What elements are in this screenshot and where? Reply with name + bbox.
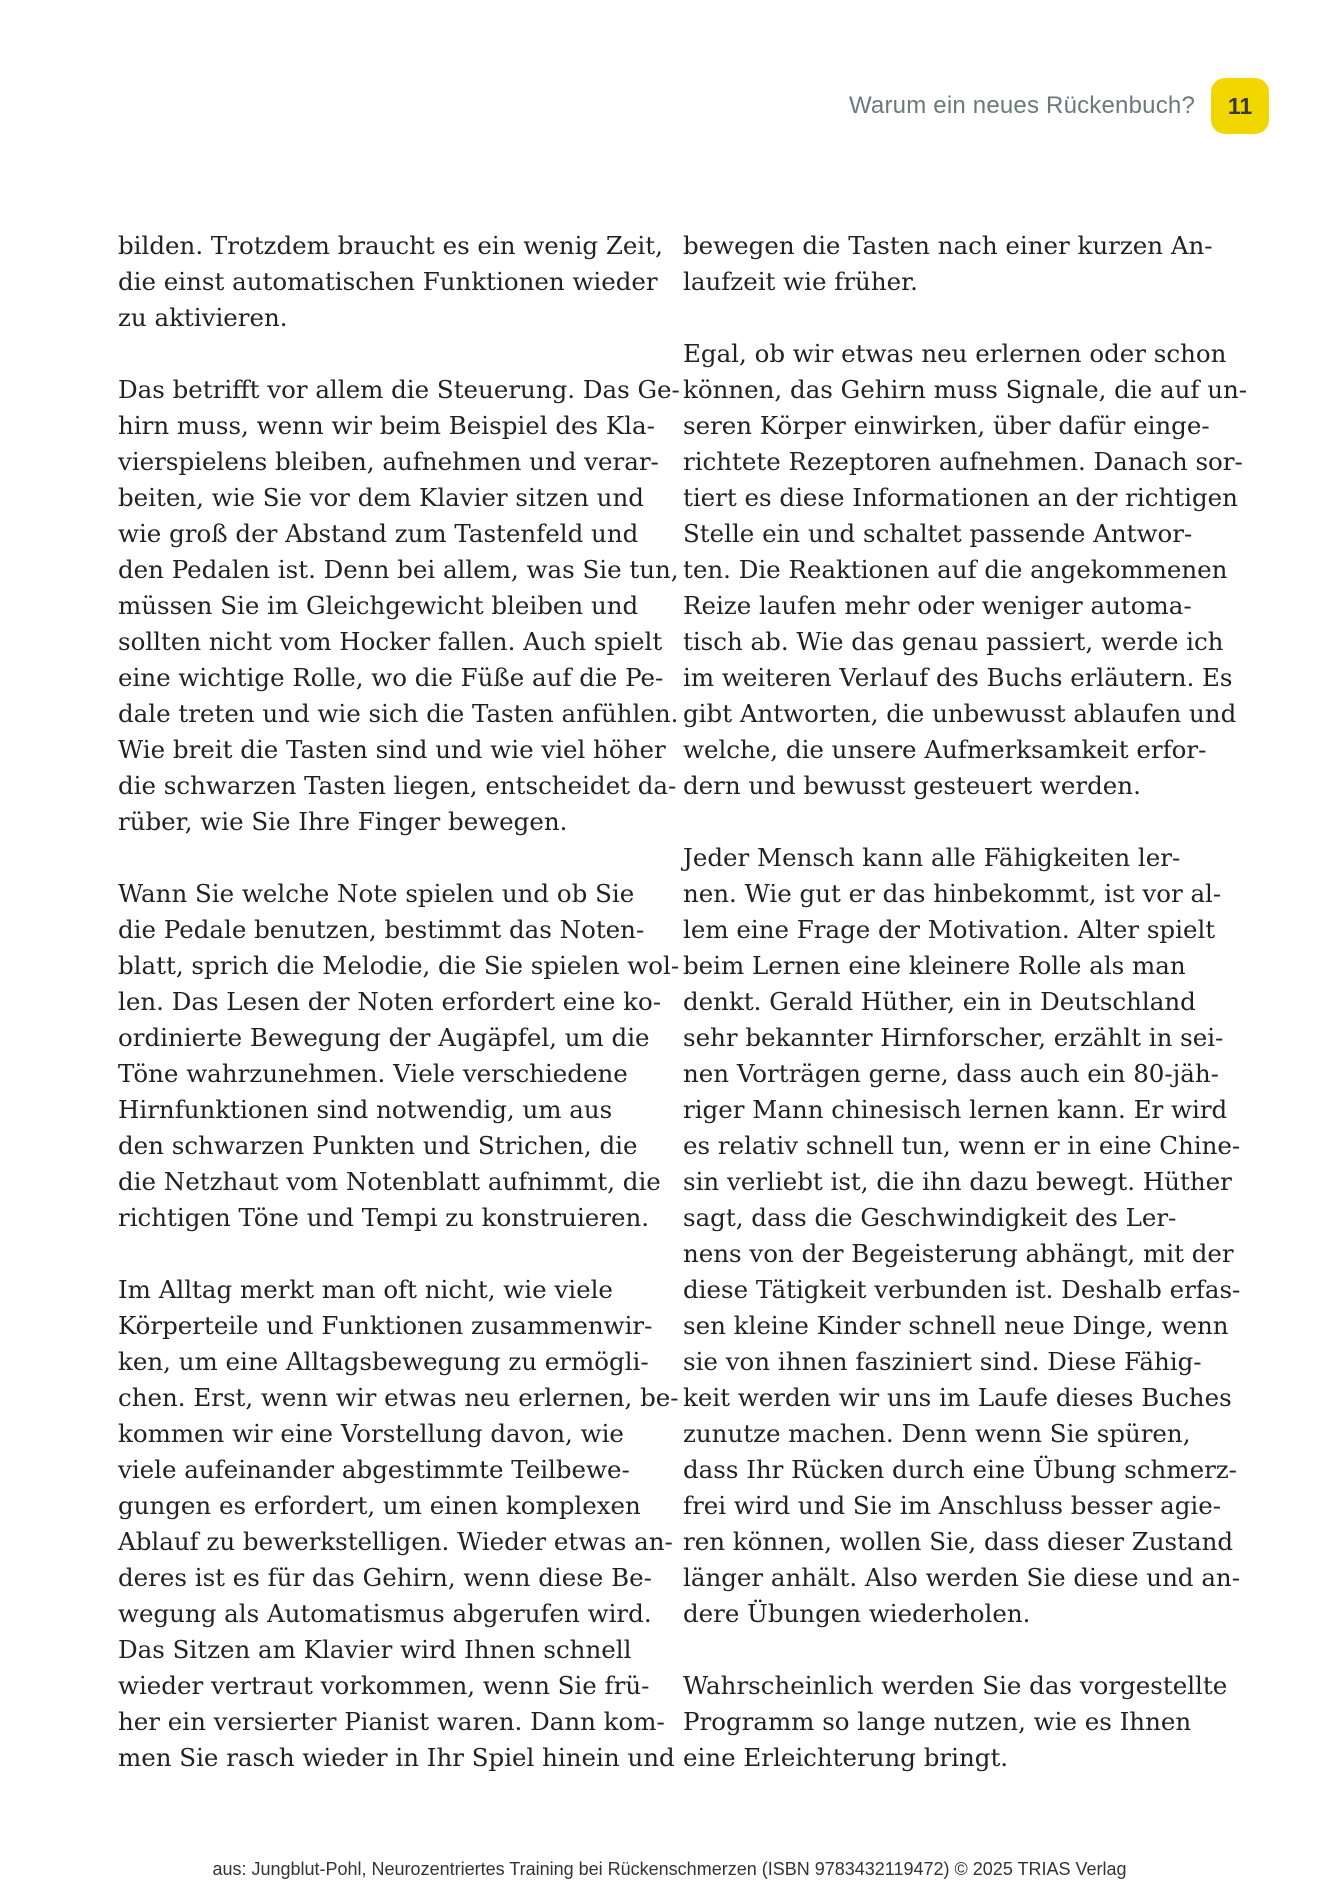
text-line: keit werden wir uns im Laufe dieses Buches (683, 1383, 1232, 1412)
text-line: gungen es erfordert, um einen komplexen (118, 1491, 641, 1520)
page-header (849, 78, 1269, 134)
text-line: riger Mann chinesisch lernen kann. Er wird (683, 1095, 1228, 1124)
text-line: wegung als Automatismus abgerufen wird. (118, 1599, 652, 1628)
paragraph (118, 372, 680, 840)
text-line: lem eine Frage der Motivation. Alter spielt (683, 915, 1216, 944)
text-line: beiten, wie Sie vor dem Klavier sitzen und (118, 483, 644, 512)
text-line: hirn muss, wenn wir beim Beispiel des Kla- (118, 411, 655, 440)
paragraph (683, 336, 1248, 804)
text-line: Körperteile und Funktionen zusammenwir- (118, 1311, 653, 1340)
paragraph (118, 876, 680, 1236)
text-line: nens von der Begeisterung abhängt, mit der (683, 1239, 1234, 1268)
text-line: es relativ schnell tun, wenn er in eine Chine- (683, 1131, 1241, 1160)
text-line: nen. Wie gut er das hinbekommt, ist vor al- (683, 879, 1222, 908)
source-footer: aus: Jungblut-Pohl, Neurozentriertes Training bei Rückenschmerzen (ISBN 9783432119472) © 2025 TRIAS Verlag (212, 1859, 1127, 1879)
text-line: Reize laufen mehr oder weniger automa- (683, 591, 1192, 620)
text-line: beim Lernen eine kleinere Rolle als man (683, 951, 1186, 980)
paragraph (683, 228, 1223, 300)
text-line: Jeder Mensch kann alle Fähigkeiten ler- (683, 843, 1181, 872)
text-line: denkt. Gerald Hüther, ein in Deutschland (683, 987, 1196, 1016)
text-line: dere Übungen wiederholen. (683, 1599, 1031, 1628)
text-line: ten. Die Reaktionen auf die angekommenen (683, 555, 1228, 584)
text-line: Hirnfunktionen sind notwendig, um aus (118, 1095, 613, 1124)
text-line: wie groß der Abstand zum Tastenfeld und (118, 519, 639, 548)
text-line: dale treten und wie sich die Tasten anfühlen. (118, 699, 679, 728)
text-line: richtete Rezeptoren aufnehmen. Danach sor- (683, 447, 1243, 476)
running-head: Warum ein neues Rückenbuch? (848, 92, 1195, 119)
text-line: Das betrifft vor allem die Steuerung. Das Ge- (118, 375, 680, 404)
text-line: sen kleine Kinder schnell neue Dinge, wenn (683, 1311, 1229, 1340)
text-line: rüber, wie Sie Ihre Finger bewegen. (118, 807, 568, 836)
text-line: kommen wir eine Vorstellung davon, wie (118, 1419, 624, 1448)
text-line: dern und bewusst gesteuert werden. (683, 771, 1141, 800)
text-line: länger anhält. Also werden Sie diese und an- (683, 1563, 1240, 1592)
text-line: Im Alltag merkt man oft nicht, wie viele (118, 1275, 613, 1304)
text-line: chen. Erst, wenn wir etwas neu erlernen, be- (118, 1383, 679, 1412)
paragraph (683, 840, 1241, 1632)
text-line: men Sie rasch wieder in Ihr Spiel hinein und (118, 1743, 675, 1772)
text-line: ren können, wollen Sie, dass dieser Zustand (683, 1527, 1234, 1556)
text-line: sehr bekannter Hirnforscher, erzählt in sei- (683, 1023, 1224, 1052)
text-line: Wie breit die Tasten sind und wie viel höher (118, 735, 666, 764)
text-line: len. Das Lesen der Noten erfordert eine ko- (118, 987, 662, 1016)
page-number-badge: 11 (1211, 78, 1269, 134)
text-line: Das Sitzen am Klavier wird Ihnen schnell (118, 1635, 632, 1664)
text-line: bilden. Trotzdem braucht es ein wenig Zeit, (118, 231, 663, 260)
text-line: dass Ihr Rücken durch eine Übung schmerz- (683, 1455, 1237, 1484)
text-line: sagt, dass die Geschwindigkeit des Ler- (683, 1203, 1177, 1232)
text-line: die einst automatischen Funktionen wieder (118, 267, 658, 296)
text-line: laufzeit wie früher. (683, 267, 918, 296)
text-line: ordinierte Bewegung der Augäpfel, um die (118, 1023, 650, 1052)
text-line: richtigen Töne und Tempi zu konstruieren. (118, 1203, 650, 1232)
text-line: nen Vorträgen gerne, dass auch ein 80-jäh- (683, 1059, 1219, 1088)
text-line: ken, um eine Alltagsbewegung zu ermögli- (118, 1347, 649, 1376)
text-line: tisch ab. Wie das genau passiert, werde ich (683, 627, 1224, 656)
paragraph (118, 228, 663, 336)
text-line: her ein versierter Pianist waren. Dann kom- (118, 1707, 665, 1736)
text-line: zunutze machen. Denn wenn Sie spüren, (683, 1419, 1191, 1448)
text-line: Egal, ob wir etwas neu erlernen oder schon (683, 339, 1227, 368)
text-line: den schwarzen Punkten und Strichen, die (118, 1131, 638, 1160)
text-line: eine wichtige Rolle, wo die Füße auf die Pe- (118, 663, 664, 692)
text-line: Stelle ein und schaltet passende Antwor- (683, 519, 1193, 548)
text-line: Wann Sie welche Note spielen und ob Sie (118, 879, 635, 908)
right-text-column (683, 228, 1248, 1812)
text-line: seren Körper einwirken, über dafür einge- (683, 411, 1210, 440)
text-line: gibt Antworten, die unbewusst ablaufen und (683, 699, 1237, 728)
text-line: sollten nicht vom Hocker fallen. Auch spielt (118, 627, 663, 656)
text-line: wieder vertraut vorkommen, wenn Sie frü- (118, 1671, 650, 1700)
text-line: die Netzhaut vom Notenblatt aufnimmt, die (118, 1167, 661, 1196)
text-line: Wahrscheinlich werden Sie das vorgestellte (683, 1671, 1228, 1700)
text-line: zu aktivieren. (118, 303, 288, 332)
text-line: diese Tätigkeit verbunden ist. Deshalb erfas- (683, 1275, 1241, 1304)
text-line: können, das Gehirn muss Signale, die auf un- (683, 375, 1248, 404)
text-line: eine Erleichterung bringt. (683, 1743, 1009, 1772)
text-line: die Pedale benutzen, bestimmt das Noten- (118, 915, 645, 944)
text-line: sin verliebt ist, die ihn dazu bewegt. Hüther (683, 1167, 1232, 1196)
text-line: müssen Sie im Gleichgewicht bleiben und (118, 591, 639, 620)
text-line: sie von ihnen fasziniert sind. Diese Fähig- (683, 1347, 1202, 1376)
text-line: welche, die unsere Aufmerksamkeit erfor- (683, 735, 1207, 764)
text-line: viele aufeinander abgestimmte Teilbewe- (118, 1455, 630, 1484)
text-line: die schwarzen Tasten liegen, entscheidet da- (118, 771, 677, 800)
paragraph (683, 1668, 1228, 1776)
text-line: Ablauf zu bewerkstelligen. Wieder etwas an- (118, 1527, 673, 1556)
text-line: deres ist es für das Gehirn, wenn diese Be- (118, 1563, 652, 1592)
paragraph (118, 1272, 679, 1776)
left-text-column (118, 228, 680, 1812)
text-line: Töne wahrzunehmen. Viele verschiedene (118, 1059, 628, 1088)
text-line: Programm so lange nutzen, wie es Ihnen (683, 1707, 1192, 1736)
text-line: im weiteren Verlauf des Buchs erläutern. Es (683, 663, 1233, 692)
text-line: den Pedalen ist. Denn bei allem, was Sie tun, (118, 555, 679, 584)
text-line: tiert es diese Informationen an der richtigen (683, 483, 1238, 512)
text-line: blatt, sprich die Melodie, die Sie spielen wol- (118, 951, 680, 980)
text-line: vierspielens bleiben, aufnehmen und verar- (118, 447, 659, 476)
text-line: frei wird und Sie im Anschluss besser agie- (683, 1491, 1222, 1520)
text-line: bewegen die Tasten nach einer kurzen An- (683, 231, 1213, 260)
